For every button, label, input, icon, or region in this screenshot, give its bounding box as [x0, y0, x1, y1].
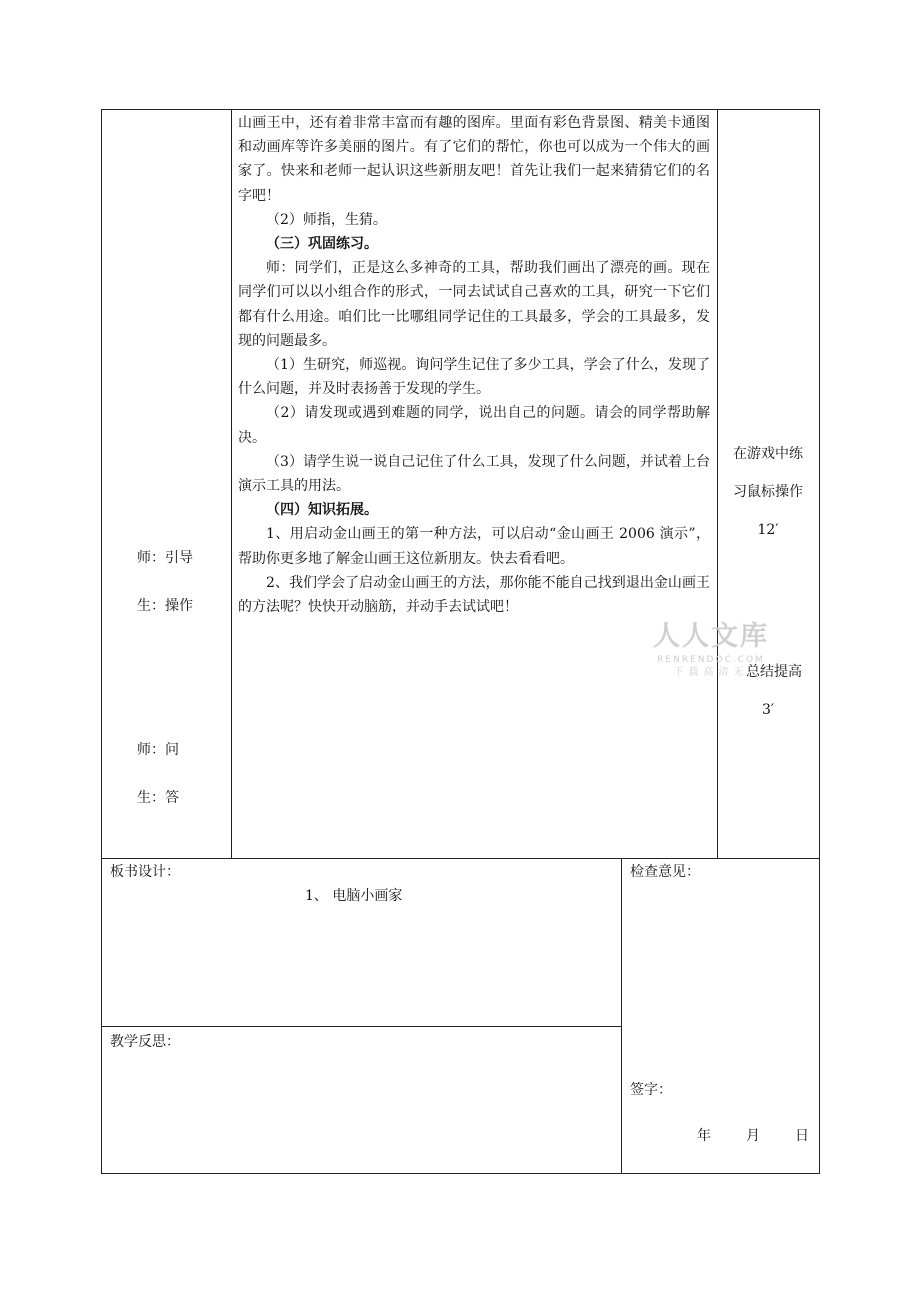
intro-paragraph: 山画王中，还有着非常丰富而有趣的图库。里面有彩色背景图、精美卡通图和动画库等许多美丽的图片。有了它们的帮忙，你也可以成为一个伟大的画家了。快来和老师一起认识这些新朋友吧！首先让我们一起来猜猜它们的名字吧！ — [238, 115, 710, 204]
check-label: 检查意见： — [630, 864, 700, 880]
lesson-content — [238, 111, 710, 619]
practice-time: 12′ — [757, 522, 779, 538]
practice-step-2: （2）请发现或遇到难题的同学，说出自己的问题。请会的同学帮助解决。 — [238, 405, 710, 446]
signature-label: 签字： — [630, 1082, 672, 1098]
practice-note-line1: 在游戏中练 — [733, 446, 803, 462]
bottom-table — [101, 858, 820, 1174]
board-reflection-divider — [101, 1026, 622, 1027]
extension-2: 2、我们学会了启动金山画王的方法，那你能不能自己找到退出金山画王的方法呢？快快开动脑筋，并动手去试试吧！ — [238, 574, 710, 616]
summary-note: 总结提高 — [746, 664, 802, 680]
extension-1: 1、用启动金山画王的第一种方法，可以启动“金山画王 2006 演示”，帮助你更多地了解金山画王这位新朋友。快去看看吧。 — [238, 526, 710, 567]
watermark-domain: RENRENDOC.COM — [657, 655, 765, 665]
reflection-label: 教学反思： — [110, 1034, 180, 1050]
teacher-ask-text: 师：问 — [137, 742, 179, 758]
bottom-table-divider — [621, 858, 622, 1174]
practice-step-1: （1）生研究，师巡视。询问学生记住了多少工具，学会了什么，发现了什么问题，并及时表扬善于发现的学生。 — [238, 357, 710, 398]
watermark-tagline: 下载高清无 — [673, 667, 749, 678]
heading-practice: （三）巩固练习。 — [266, 236, 378, 253]
heading-extension: （四）知识拓展。 — [266, 502, 378, 519]
date-day: 日 — [795, 1128, 809, 1144]
step-guess: （2）师指，生猜。 — [266, 211, 387, 228]
date-year: 年 — [697, 1128, 711, 1144]
student-answer-text: 生：答 — [137, 790, 179, 806]
watermark-title: 人人文库 — [653, 621, 769, 652]
date-month: 月 — [746, 1128, 760, 1144]
student-operate-text: 生：操作 — [137, 598, 193, 614]
practice-intro: 师：同学们，正是这么多神奇的工具，帮助我们画出了漂亮的画。现在同学们可以以小组合作的形式，一同去试试自己喜欢的工具，研究一下它们都有什么用途。咱们比一比哪组同学记住的工具最多，学会的工具最多，发现的问题最多。 — [238, 260, 710, 349]
lesson-table-divider-right — [717, 109, 718, 859]
lesson-table-divider-left — [231, 109, 232, 859]
summary-time: 3′ — [761, 702, 775, 718]
board-design-item: 1、 电脑小画家 — [305, 888, 403, 904]
board-design-label: 板书设计： — [110, 864, 180, 880]
teacher-guide-text: 师：引导 — [137, 550, 193, 566]
practice-note-line2: 习鼠标操作 — [733, 484, 803, 500]
practice-step-3: （3）请学生说一说自己记住了什么工具，发现了什么问题，并试着上台演示工具的用法。 — [238, 453, 710, 495]
